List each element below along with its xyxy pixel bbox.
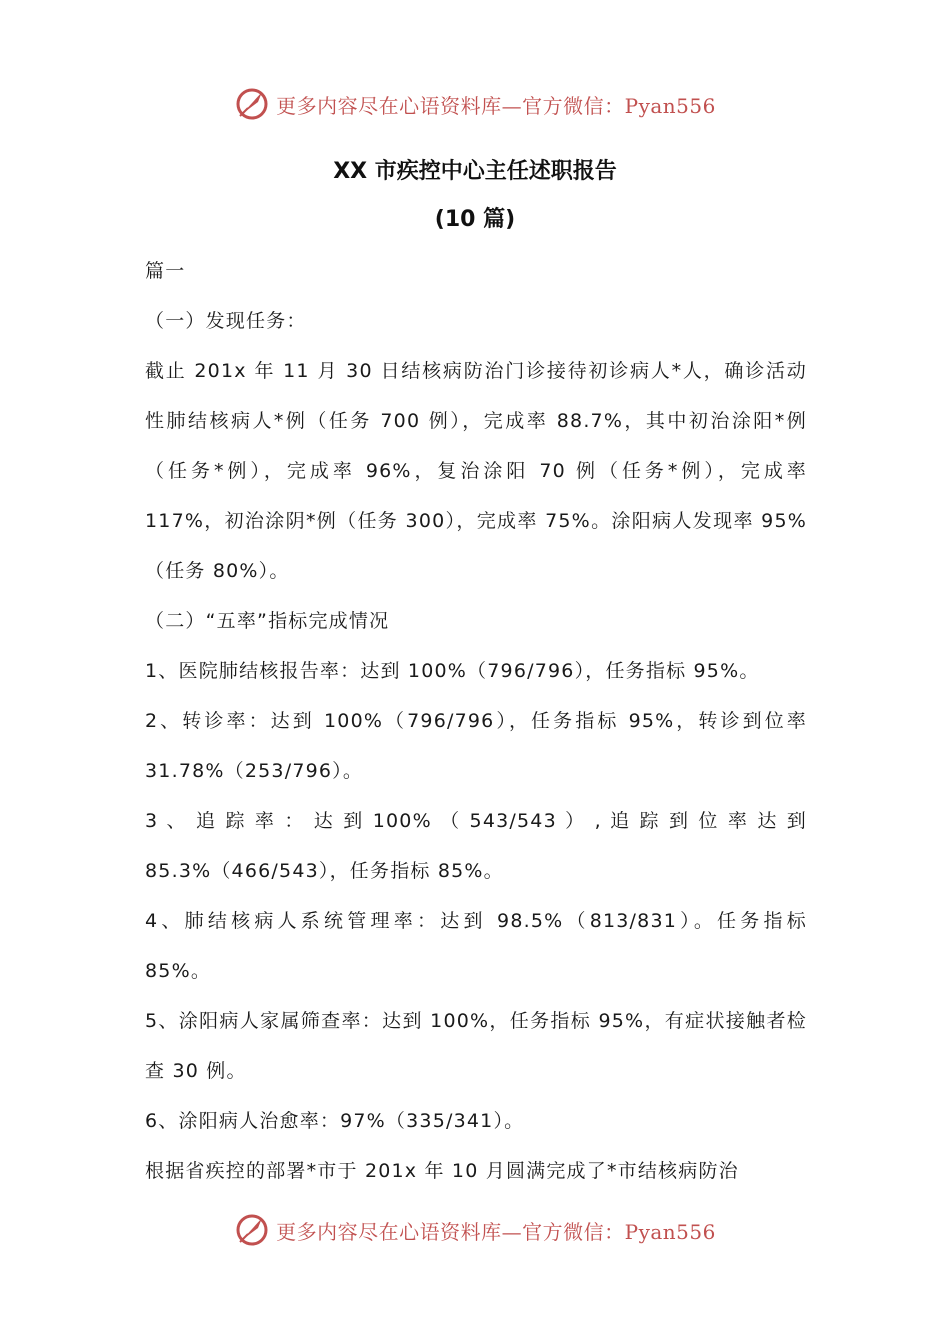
subsection-heading: （二）“五率”指标完成情况 [145,610,390,632]
subsection-heading: （一）发现任务： [145,310,307,332]
quill-logo-icon [234,1212,270,1248]
list-item: 5、涂阳病人家属筛查率：达到 100%，任务指标 95%，有症状接触者检查 30 例。 [145,1010,807,1082]
paragraph: 根据省疾控的部署*市于 201x 年 10 月圆满完成了*市结核病防治 [145,1160,739,1182]
list-item: 1、医院肺结核报告率：达到 100%（796/796），任务指标 95%。 [145,660,760,682]
document-title: XX 市疾控中心主任述职报告 [333,159,617,184]
document-body [145,246,807,1196]
watermark-text: 更多内容尽在心语资料库—官方微信：Pyan556 [276,93,716,118]
watermark-text: 更多内容尽在心语资料库—官方微信：Pyan556 [276,1219,716,1244]
footer-watermark-banner [0,1208,950,1252]
list-item: 6、涂阳病人治愈率：97%（335/341）。 [145,1110,525,1132]
list-item: 3 、 追 踪 率 ： 达 到 100% （ 543/543 ） , 追 踪 到 位 率 达 到 85.3%（466/543），任务指标 85%。 [145,810,807,882]
document-subtitle: (10 篇) [434,207,516,232]
list-item: 4、肺结核病人系统管理率：达到 98.5%（813/831）。任务指标 85%。 [145,910,807,982]
quill-logo-icon [234,86,270,122]
list-item: 2、转诊率：达到 100%（796/796），任务指标 95%，转诊到位率 31.78%（253/796）。 [145,710,807,782]
header-watermark-banner [0,82,950,126]
paragraph: 截止 201x 年 11 月 30 日结核病防治门诊接待初诊病人*人，确诊活动性肺结核病人*例（任务 700 例），完成率 88.7%，其中初治涂阳*例（任务*例），完成率 96%，复治涂阳 70 例（任务*例），完成率 117%，初治涂阴*例（任务 300），完成率 75%。涂阳病人发现率 95%（任务 80%）。 [145,360,807,582]
section-heading: 篇一 [145,260,186,282]
